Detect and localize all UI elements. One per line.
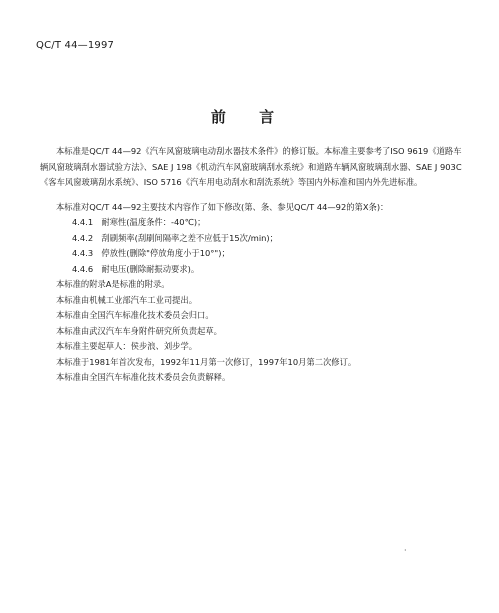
note-line: 本标准由全国汽车标准化技术委员会归口。 (56, 310, 214, 320)
note-line: 本标准主要起草人：侯步浪、刘步学。 (56, 341, 198, 351)
note-line: 本标准由机械工业部汽车工业司提出。 (56, 294, 198, 305)
list-item: 4.4.1 耐寒性(温度条件：-40℃)； (72, 217, 206, 227)
list-item: 4.4.2 刮刷频率(刮刷间隔率之差不应低于15次/min)； (72, 232, 278, 243)
note-line: 本标准由全国汽车标准化技术委员会负责解释。 (56, 372, 231, 382)
note-line: 本标准由武汉汽车车身附件研究所负责起草。 (56, 325, 222, 336)
list-item: 4.4.6 耐电压(删除耐振动要求)。 (72, 263, 200, 274)
list-item: 4.4.3 停放性(删除"停放角度小于10°")； (72, 248, 230, 258)
note-line: 本标准的附录A是标准的附录。 (56, 279, 170, 289)
notes-list (40, 277, 468, 386)
document-code: QC/T 44—1997 (36, 40, 115, 51)
item-list (72, 215, 468, 277)
page-title: 前 言 (210, 108, 289, 126)
note-line: 本标准于1981年首次发布，1992年11月第一次修订，1997年10月第二次修订。 (56, 356, 357, 367)
corner-mark: · (404, 546, 407, 555)
modification-intro: 本标准对QC/T 44—92主要技术内容作了如下修改(第、条、参见QC/T 44—92的第X条)： (56, 202, 389, 212)
intro-paragraph: 本标准是QC/T 44—92《汽车风窗玻璃电动刮水器技术条件》的修订版。本标准主要参考了ISO 9619《道路车辆风窗玻璃刮水器试验方法》、SAE J 198《机动汽车风窗玻璃刮水系统》和道路车辆风窗玻璃刮水器、SAE J 903C《客车风窗玻璃刮水系统》、ISO 5716《汽车用电动刮水和刮洗系统》等国内外标准和国内外先进标准。 (40, 146, 462, 187)
